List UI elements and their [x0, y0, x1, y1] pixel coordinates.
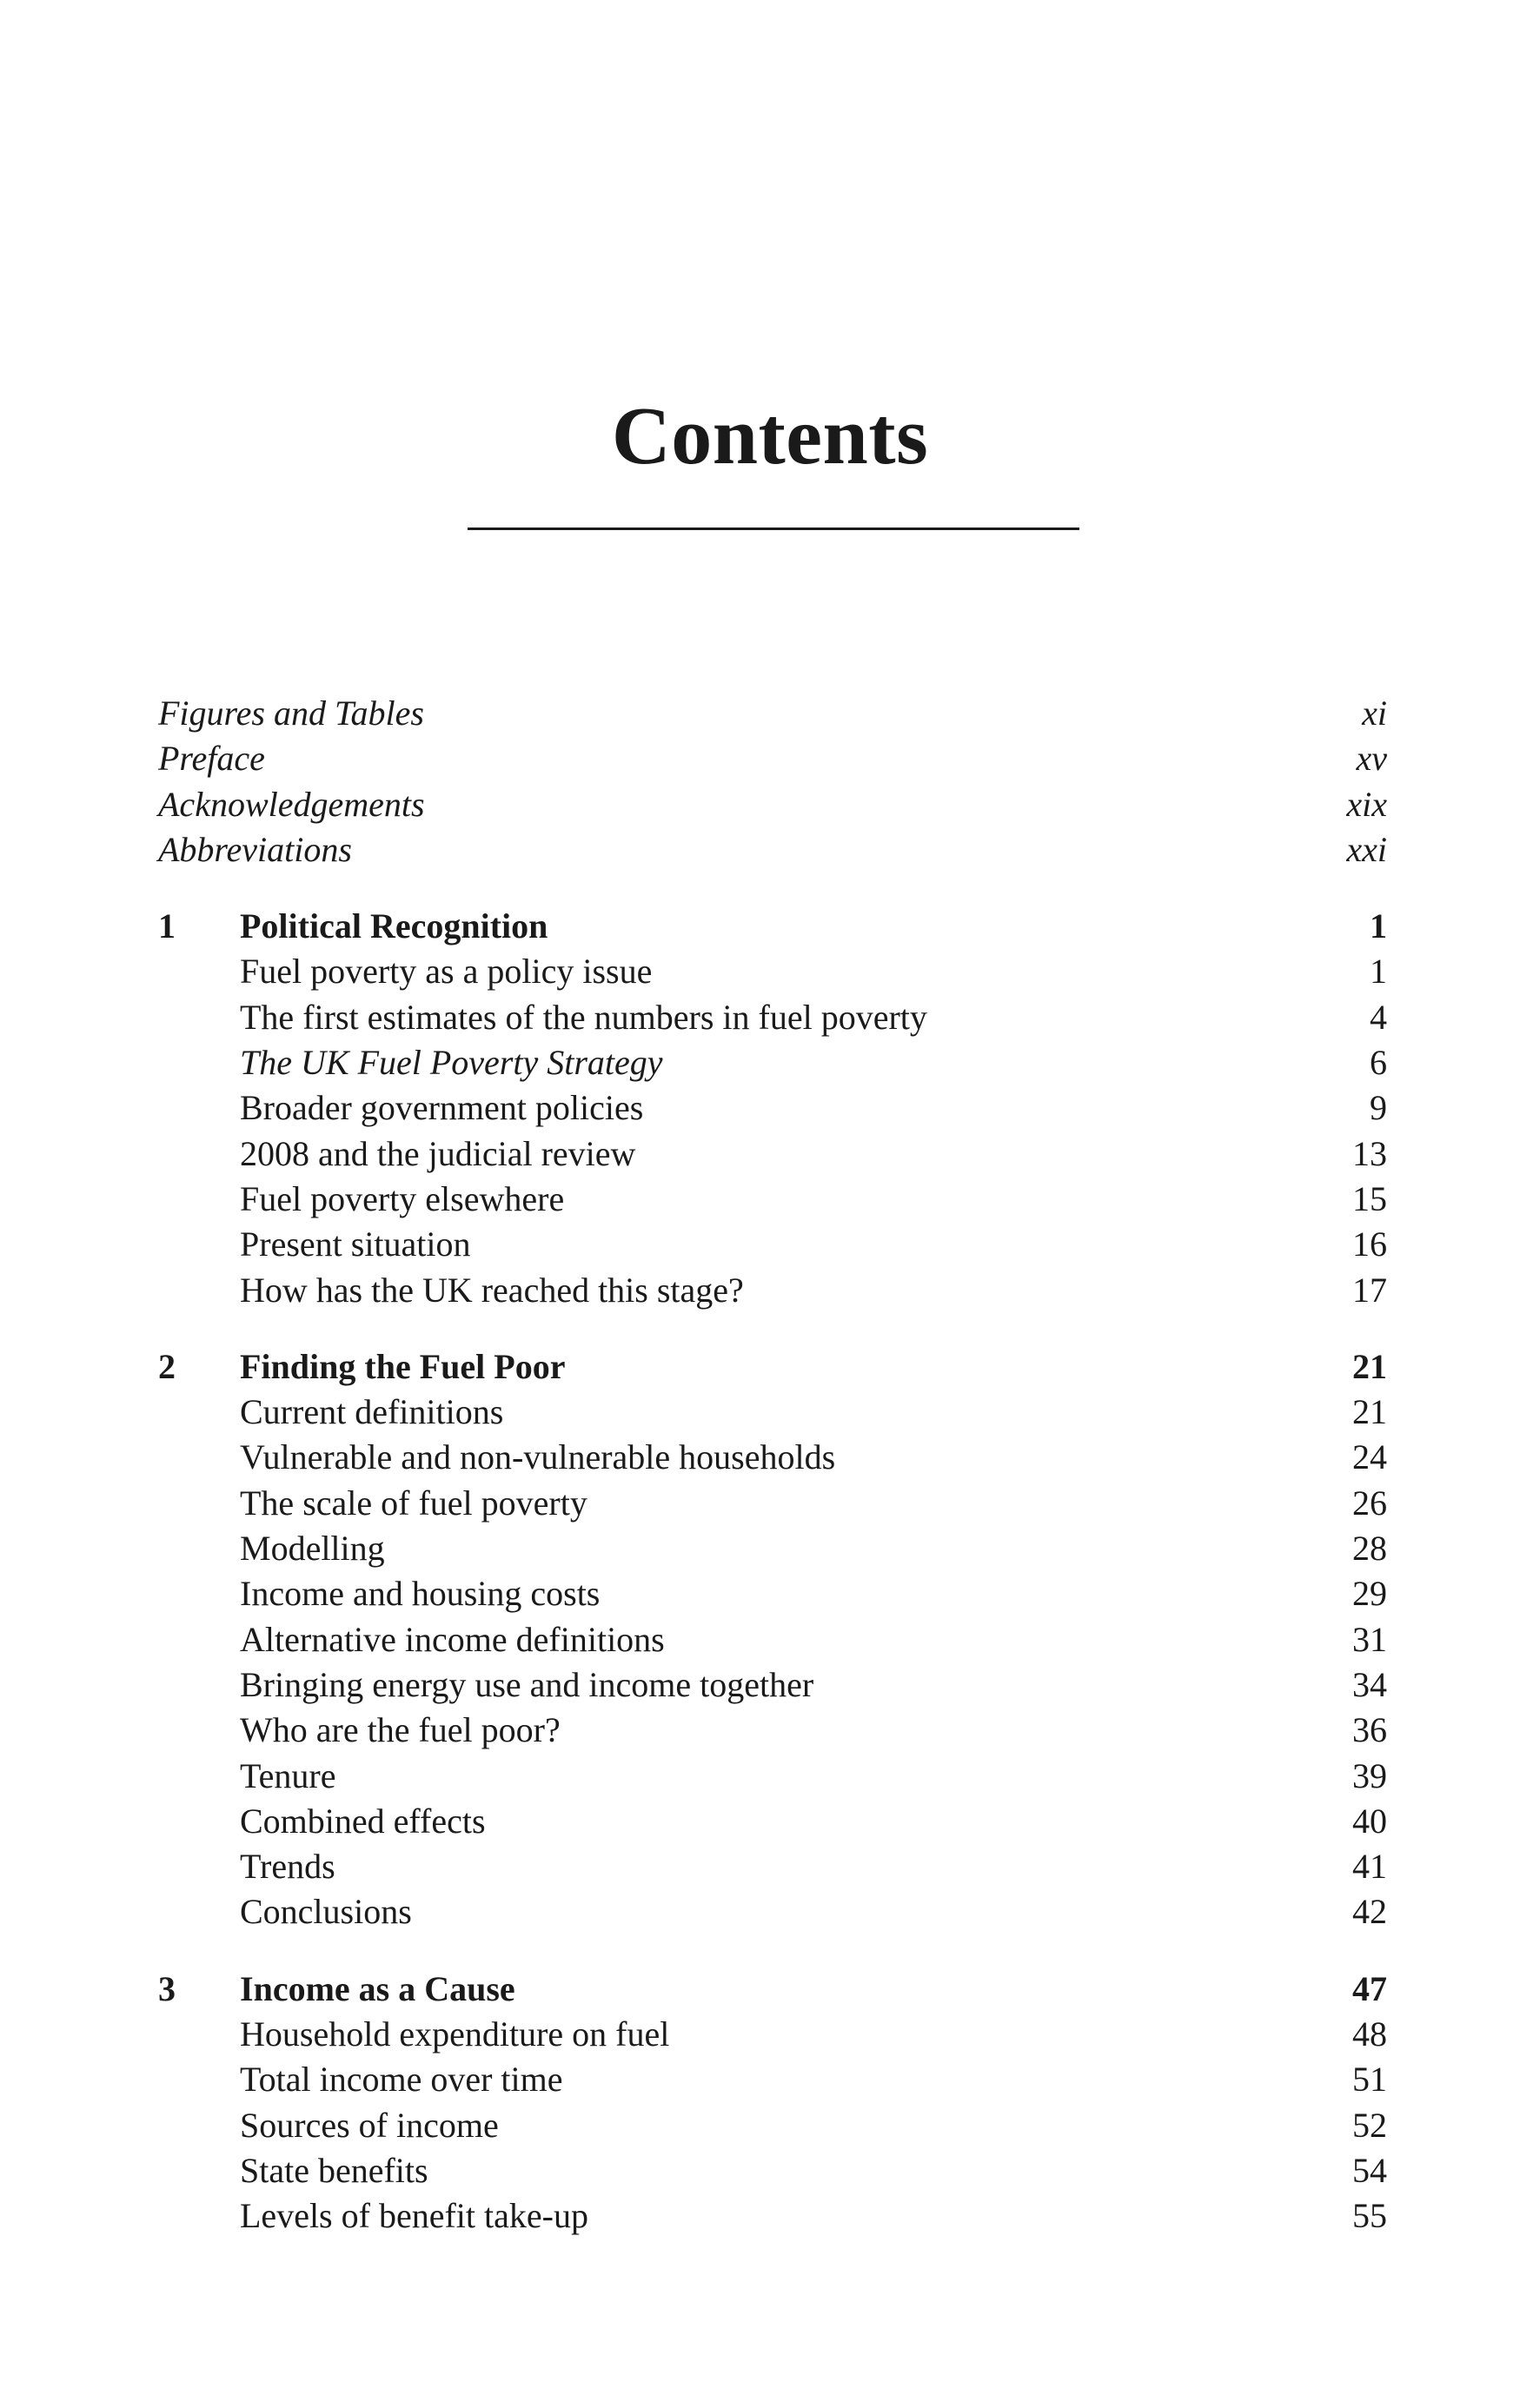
toc-entry-label: Preface: [158, 739, 265, 779]
chapter-page: 1: [1370, 906, 1387, 946]
toc-section-entry[interactable]: [158, 1754, 1387, 1799]
section-label: Vulnerable and non-vulnerable households: [240, 1437, 836, 1477]
spacer: [158, 873, 1387, 904]
spacer: [158, 1935, 1387, 1967]
toc-section-entry[interactable]: [158, 1222, 1387, 1267]
toc-section-entry[interactable]: [158, 1177, 1387, 1222]
toc-chapter-heading[interactable]: [158, 1967, 1387, 2012]
toc-section-entry[interactable]: [158, 995, 1387, 1040]
section-label: The first estimates of the numbers in fuel poverty: [240, 997, 927, 1037]
section-label: Tenure: [240, 1755, 336, 1795]
spacer: [158, 1313, 1387, 1344]
toc-entry-page: xxi: [1346, 829, 1387, 869]
toc-section-entry[interactable]: [158, 1799, 1387, 1844]
toc-entry-acknowledgements[interactable]: [158, 782, 1387, 827]
section-label: Broader government policies: [240, 1088, 644, 1128]
section-page: 41: [1352, 1847, 1387, 1887]
section-page: 34: [1352, 1664, 1387, 1704]
toc-entry-figures-and-tables[interactable]: [158, 691, 1387, 736]
chapter-number: 2: [158, 1346, 176, 1386]
toc-entry-page: xi: [1362, 693, 1387, 733]
section-label: How has the UK reached this stage?: [240, 1270, 744, 1310]
table-of-contents: [158, 691, 1387, 2239]
chapter-3-group: [158, 1967, 1387, 2239]
section-label: Fuel poverty elsewhere: [240, 1178, 565, 1218]
toc-entry-preface[interactable]: [158, 736, 1387, 781]
section-page: 4: [1370, 997, 1387, 1037]
section-page: 31: [1352, 1619, 1387, 1659]
toc-section-entry[interactable]: [158, 2193, 1387, 2239]
chapter-1-group: [158, 904, 1387, 1313]
section-page: 9: [1370, 1088, 1387, 1128]
section-label: The scale of fuel poverty: [240, 1483, 587, 1523]
section-page: 42: [1352, 1892, 1387, 1932]
section-page: 40: [1352, 1801, 1387, 1841]
front-matter-list: [158, 691, 1387, 873]
toc-section-entry[interactable]: [158, 1708, 1387, 1753]
section-label: Fuel poverty as a policy issue: [240, 952, 653, 992]
section-page: 36: [1352, 1710, 1387, 1750]
chapter-page: 47: [1352, 1968, 1387, 2008]
chapter-title: Finding the Fuel Poor: [240, 1346, 566, 1386]
toc-section-entry[interactable]: [158, 949, 1387, 994]
toc-section-entry[interactable]: [158, 1481, 1387, 1526]
section-label: The UK Fuel Poverty Strategy: [240, 1043, 663, 1083]
section-page: 6: [1370, 1043, 1387, 1083]
section-page: 28: [1352, 1529, 1387, 1569]
section-page: 13: [1352, 1133, 1387, 1173]
toc-entry-label: Acknowledgements: [158, 784, 425, 824]
toc-section-entry[interactable]: [158, 1662, 1387, 1708]
title-divider: [468, 528, 1079, 530]
chapter-page: 21: [1352, 1346, 1387, 1386]
section-page: 21: [1352, 1392, 1387, 1432]
section-page: 16: [1352, 1224, 1387, 1264]
section-label: Conclusions: [240, 1892, 412, 1932]
toc-chapter-heading[interactable]: [158, 904, 1387, 949]
section-label: State benefits: [240, 2150, 428, 2190]
section-page: 52: [1352, 2105, 1387, 2145]
toc-section-entry[interactable]: [158, 2103, 1387, 2148]
section-label: Alternative income definitions: [240, 1619, 665, 1659]
section-page: 15: [1352, 1178, 1387, 1218]
section-label: Bringing energy use and income together: [240, 1664, 814, 1704]
toc-entry-page: xv: [1356, 739, 1387, 779]
section-label: Present situation: [240, 1224, 471, 1264]
section-page: 51: [1352, 2060, 1387, 2100]
section-page: 55: [1352, 2196, 1387, 2236]
toc-section-entry[interactable]: [158, 1131, 1387, 1177]
toc-section-entry[interactable]: [158, 1571, 1387, 1616]
toc-section-entry[interactable]: [158, 1268, 1387, 1313]
chapter-number: 3: [158, 1968, 176, 2008]
section-label: Combined effects: [240, 1801, 486, 1841]
section-label: Current definitions: [240, 1392, 504, 1432]
section-page: 39: [1352, 1755, 1387, 1795]
chapter-number: 1: [158, 906, 176, 946]
section-page: 1: [1370, 952, 1387, 992]
section-page: 26: [1352, 1483, 1387, 1523]
section-page: 48: [1352, 2014, 1387, 2054]
toc-section-entry[interactable]: [158, 1390, 1387, 1435]
section-page: 17: [1352, 1270, 1387, 1310]
toc-section-entry[interactable]: [158, 1617, 1387, 1662]
section-label: Income and housing costs: [240, 1574, 601, 1614]
toc-entry-label: Figures and Tables: [158, 693, 424, 733]
toc-section-entry[interactable]: [158, 1889, 1387, 1934]
section-label: Household expenditure on fuel: [240, 2014, 670, 2054]
toc-entry-page: xix: [1346, 784, 1387, 824]
section-page: 54: [1352, 2150, 1387, 2190]
section-label: Levels of benefit take-up: [240, 2196, 588, 2236]
chapter-title: Political Recognition: [240, 906, 548, 946]
page-title: Contents: [611, 391, 929, 481]
section-label: Modelling: [240, 1529, 385, 1569]
section-label: Sources of income: [240, 2105, 499, 2145]
section-page: 29: [1352, 1574, 1387, 1614]
section-label: Trends: [240, 1847, 335, 1887]
toc-section-entry[interactable]: [158, 2057, 1387, 2102]
toc-entry-abbreviations[interactable]: [158, 827, 1387, 873]
section-label: Who are the fuel poor?: [240, 1710, 561, 1750]
section-label: Total income over time: [240, 2060, 563, 2100]
toc-section-entry[interactable]: [158, 1085, 1387, 1131]
section-page: 24: [1352, 1437, 1387, 1477]
toc-section-entry[interactable]: [158, 1435, 1387, 1480]
toc-section-entry[interactable]: [158, 2012, 1387, 2057]
toc-chapter-heading[interactable]: [158, 1344, 1387, 1390]
toc-section-entry[interactable]: [158, 1844, 1387, 1889]
toc-section-entry[interactable]: [158, 1040, 1387, 1085]
toc-section-entry[interactable]: [158, 2148, 1387, 2193]
chapter-2-group: [158, 1344, 1387, 1935]
section-label: 2008 and the judicial review: [240, 1133, 636, 1173]
toc-entry-label: Abbreviations: [158, 829, 352, 869]
toc-section-entry[interactable]: [158, 1526, 1387, 1571]
chapter-title: Income as a Cause: [240, 1968, 515, 2008]
